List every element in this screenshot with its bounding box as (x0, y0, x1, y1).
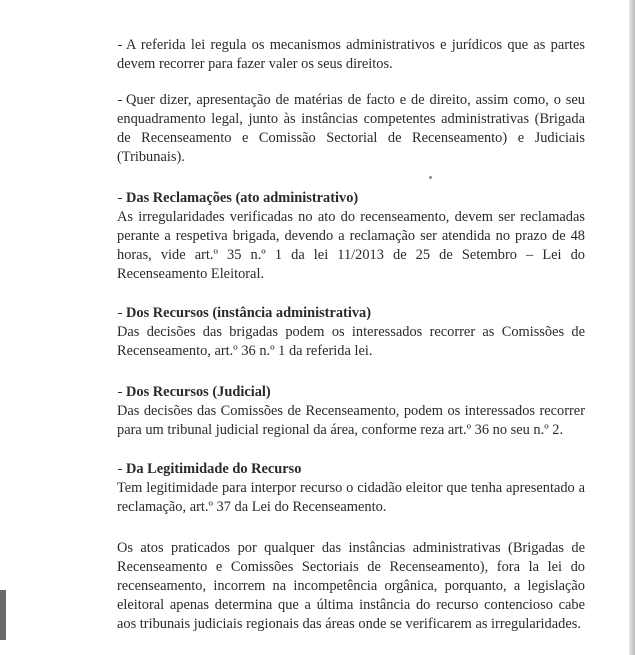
section-body: Das decisões das brigadas podem os interessados recorrer as Comissões de Recenseamento, art.º 36 n.º 1 da referida lei. (117, 324, 585, 359)
section-body: Das decisões das Comissões de Recenseamento, podem os interessados recorrer para um tribunal judicial regional da área, conforme reza art.º 36 no seu n.º 2. (117, 403, 585, 438)
bullet-dash (118, 392, 122, 394)
section-heading (117, 304, 585, 323)
scan-edge-left (0, 590, 6, 640)
section-recursos-judicial (117, 383, 585, 440)
bullet-dash (118, 313, 122, 315)
section-heading-text: Das Reclamações (ato administrativo) (126, 190, 359, 206)
document-page (117, 36, 585, 634)
section-heading (117, 383, 585, 402)
bullet-dash (118, 45, 122, 47)
section-recursos-administrativa (117, 304, 585, 361)
bullet-dash (118, 198, 122, 200)
section-heading-text: Da Legitimidade do Recurso (126, 461, 302, 477)
section-body: Tem legitimidade para interpor recurso o cidadão eleitor que tenha apresentado a reclamação, art.º 37 da Lei do Recenseamento. (117, 480, 585, 515)
section-body: As irregularidades verificadas no ato do recenseamento, devem ser reclamadas perante a respetiva brigada, devendo a reclamação ser atendida no prazo de 48 horas, vide art.º 35 n.º 1 da lei 11/2013 de 25 de Setembro – Lei do Recenseamento Eleitoral. (117, 209, 585, 282)
bullet-dash (118, 469, 122, 471)
section-heading (117, 189, 585, 208)
section-reclamacoes (117, 189, 585, 284)
intro-text-1: A referida lei regula os mecanismos administrativos e jurídicos que as partes devem recorrer para fazer valer os seus direitos. (117, 37, 585, 72)
scan-edge-right (629, 0, 635, 655)
section-legitimidade (117, 460, 585, 517)
section-heading-text: Dos Recursos (instância administrativa) (126, 305, 372, 321)
intro-paragraph-2 (117, 91, 585, 167)
intro-text-2: Quer dizer, apresentação de matérias de facto e de direito, assim como, o seu enquadramento legal, junto às instâncias competentes administrativas (Brigada de Recenseamento e Comissão Sectorial de Recenseamento) e Judiciais (Tribunais). (117, 92, 585, 165)
section-heading-text: Dos Recursos (Judicial) (126, 384, 271, 400)
bullet-dash (118, 100, 122, 102)
section-heading (117, 460, 585, 479)
intro-paragraph-1 (117, 36, 585, 74)
closing-paragraph: Os atos praticados por qualquer das instâncias administrativas (Brigadas de Recenseamento e Comissões Sectoriais de Recenseamento), fora la lei do recenseamento, incorrem na incompetência orgânica, porquanto, a legislação eleitoral apenas determina que a última instância do recurso contencioso cabe aos tribunais judiciais regionais das áreas onde se verificarem as irregularidades. (117, 540, 585, 632)
